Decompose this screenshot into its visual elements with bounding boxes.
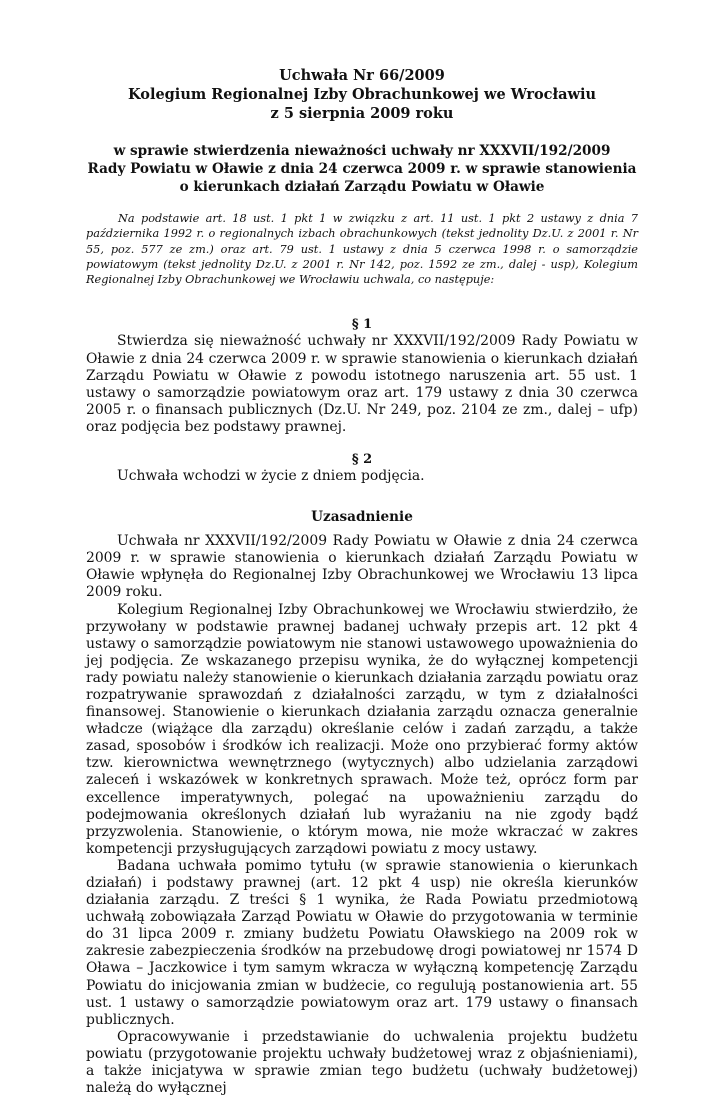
justification-paragraph: Opracowywanie i przedstawianie do uchwalenia projektu budżetu powiatu (przygotowanie projektu uchwały budżetowej wraz z objaśnieniami), a także inicjatywa w sprawie zmian tego budżetu (uchwały budżetowej) należą do wyłącznej xyxy=(86,1028,638,1097)
legal-basis-preamble: Na podstawie art. 18 ust. 1 pkt 1 w związku z art. 11 ust. 1 pkt 2 ustawy z dnia 7 października 1992 r. o regionalnych izbach obrachunkowych (tekst jednolity Dz.U. z 2001 r. Nr 55, poz. 577 ze zm.) oraz art. 79 ust. 1 ustawy z dnia 5 czerwca 1998 r. o samorządzie powiatowym (tekst jednolity Dz.U. z 2001 r. Nr 142, poz. 1592 ze zm., dalej - usp), Kolegium Regionalnej Izby Obrachunkowej we Wrocławiu uchwala, co następuje: xyxy=(86,212,638,287)
resolution-date: z 5 sierpnia 2009 roku xyxy=(270,105,454,122)
section-1-title: § 1 xyxy=(351,317,373,333)
issuing-body: Kolegium Regionalnej Izby Obrachunkowej we Wrocławiu xyxy=(127,86,596,103)
resolution-subject xyxy=(86,142,638,196)
section-1-text: Stwierdza się nieważność uchwały nr XXXVII/192/2009 Rady Powiatu w Oławie z dnia 24 czerwca 2009 r. w sprawie stanowienia o kierunkach działań Zarządu Powiatu w Oławie z powodu istotnego naruszenia art. 55 ust. 1 ustawy o samorządzie powiatowym oraz art. 179 ustawy z dnia 30 czerwca 2005 r. o finansach publicznych (Dz.U. Nr 249, poz. 2104 ze zm., dalej – ufp) oraz podjęcia bez podstawy prawnej. xyxy=(86,333,638,435)
subject-line-3: o kierunkach działań Zarządu Powiatu w Oławie xyxy=(179,179,545,195)
subject-line-1: w sprawie stwierdzenia nieważności uchwały nr XXXVII/192/2009 xyxy=(113,143,611,159)
subject-line-2: Rady Powiatu w Oławie z dnia 24 czerwca 2009 r. w sprawie stanowienia xyxy=(87,161,637,177)
resolution-header xyxy=(86,66,638,123)
section-2-text: Uchwała wchodzi w życie z dniem podjęcia. xyxy=(117,468,425,485)
justification-paragraph: Uchwała nr XXXVII/192/2009 Rady Powiatu w Oławie z dnia 24 czerwca 2009 r. w sprawie stanowienia o kierunkach działań Zarządu Powiatu w Oławie wpłynęła do Regionalnej Izby Obrachunkowej we Wrocławiu 13 lipca 2009 roku. xyxy=(86,533,638,601)
justification-paragraph: Badana uchwała pomimo tytułu (w sprawie stanowienia o kierunkach działań) i podstawy prawnej (art. 12 pkt 4 usp) nie określa kierunków działania zarządu. Z treści § 1 wynika, że Rada Powiatu przedmiotową uchwałą zobowiązała Zarząd Powiatu w Oławie do przygotowania w terminie do 31 lipca 2009 r. zmiany budżetu Powiatu Oławskiego na 2009 rok w zakresie zabezpieczenia środków na przebudowę drogi powiatowej nr 1574 D Oława – Jaczkowice i tym samym wkracza w wyłączną kompetencję Zarządu Powiatu do inicjowania zmian w budżecie, co regulują postanowienia art. 55 ust. 1 ustawy o samorządzie powiatowym oraz art. 179 ustawy o finansach publicznych. xyxy=(86,857,638,1028)
resolution-number: Uchwała Nr 66/2009 xyxy=(279,67,445,84)
justification-title: Uzasadnienie xyxy=(311,509,413,526)
section-2-title: § 2 xyxy=(351,452,373,468)
justification-paragraph: Kolegium Regionalnej Izby Obrachunkowej we Wrocławiu stwierdziło, że przywołany w podstawie prawnej badanej uchwały przepis art. 12 pkt 4 ustawy o samorządzie powiatowym nie stanowi ustawowego upoważnienia do jej podjęcia. Ze wskazanego przepisu wynika, że do wyłącznej kompetencji rady powiatu należy stanowienie o kierunkach działania zarządu powiatu oraz rozpatrywanie sprawozdań z działalności zarządu, w tym z działalności finansowej. Stanowienie o kierunkach działania zarządu oznacza generalnie władcze (wiążące dla zarządu) określanie celów i zadań zarządu, a także zasad, sposobów i środków ich realizacji. Może ono przybierać formy aktów tzw. kierownictwa wewnętrznego (wytycznych) albo udzielania zarządowi zaleceń i wskazówek w konkretnych sprawach. Może też, oprócz form par excellence imperatywnych, polegać na upoważnieniu zarządu do podejmowania określonych działań lub wyrażaniu na nie zgody bądź przyzwolenia. Stanowienie, o którym mowa, nie może wkraczać w zakres kompetencji przysługujących zarządowi powiatu z mocy ustawy. xyxy=(86,601,638,857)
